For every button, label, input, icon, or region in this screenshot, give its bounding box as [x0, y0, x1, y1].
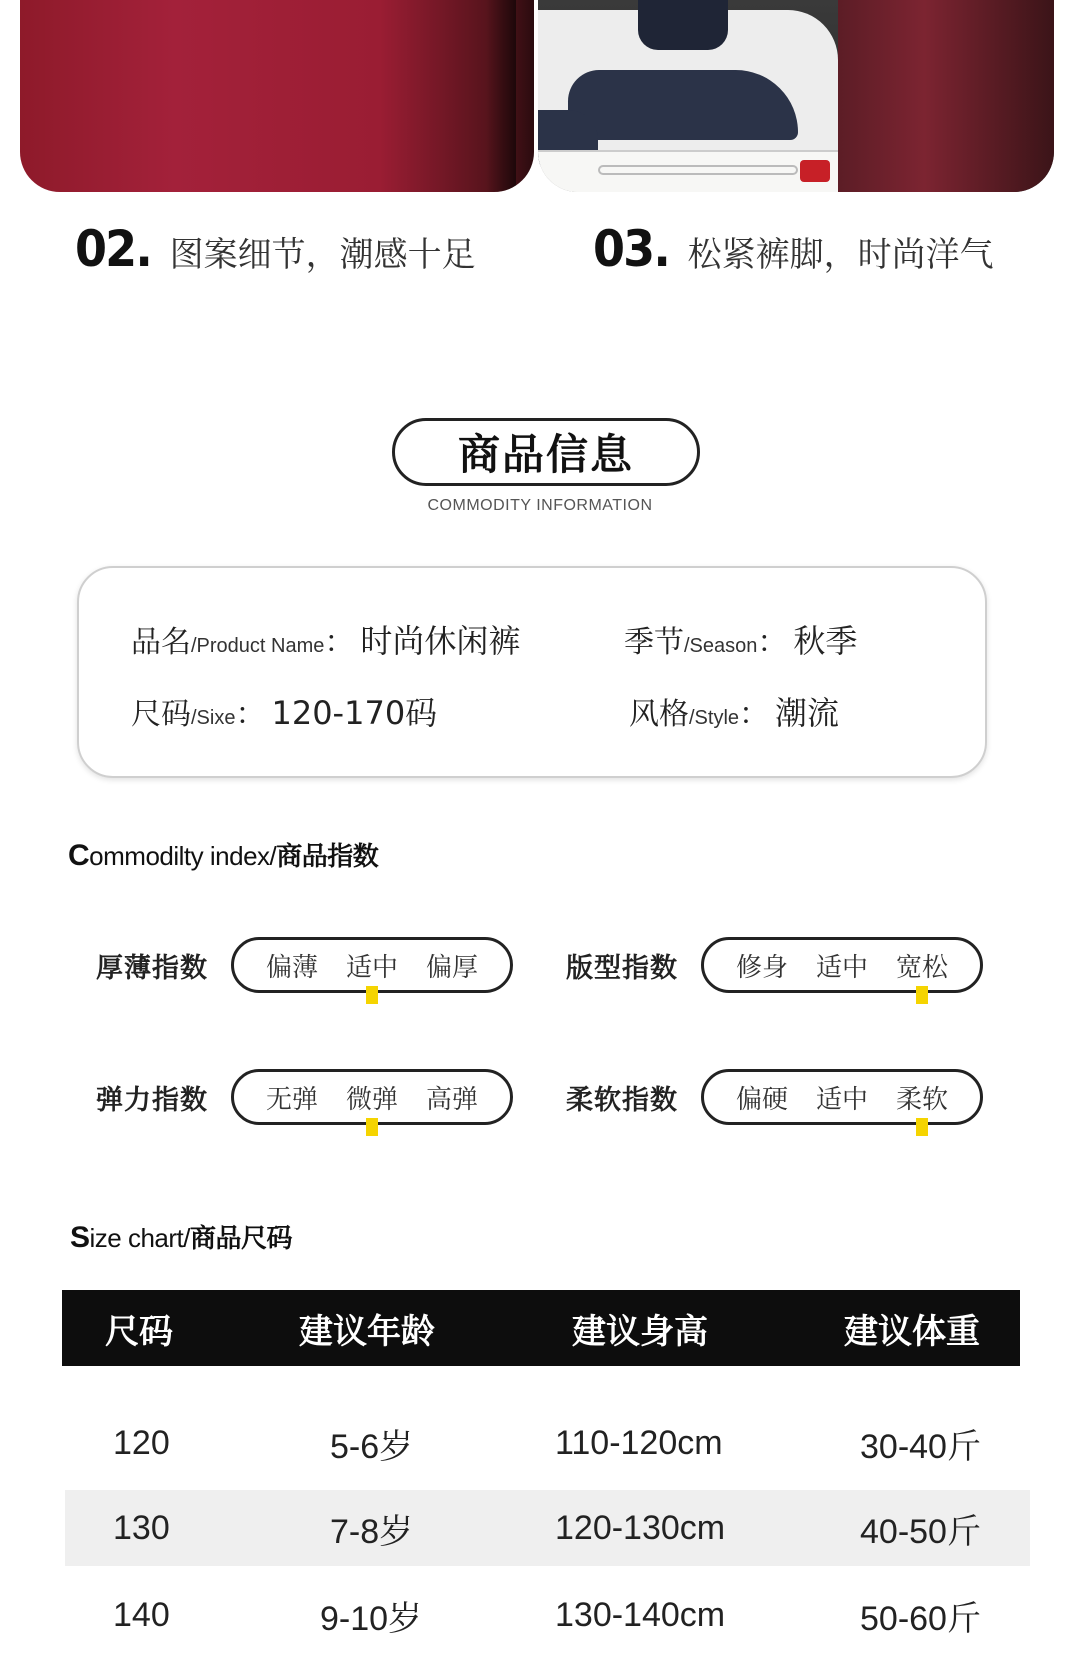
info-product-name — [131, 616, 520, 662]
sneaker-logo — [800, 160, 830, 182]
section-subtitle: COMMODITY INFORMATION — [427, 497, 653, 514]
index-heading-initial: C — [68, 839, 90, 872]
caption-text: 松紧裤脚，时尚洋气 — [687, 235, 994, 275]
index-option: 宽松 — [895, 952, 948, 983]
index-elasticity — [96, 1069, 513, 1125]
index-option: 偏厚 — [425, 952, 478, 983]
product-photo-cuff — [538, 0, 1054, 192]
cell-weight: 30-40斤 — [860, 1427, 981, 1466]
cell-age: 5-6岁 — [330, 1427, 414, 1466]
size-heading-initial: S — [70, 1221, 90, 1254]
index-scale — [701, 1069, 983, 1125]
index-heading-cn: 商品指数 — [276, 842, 379, 872]
cell-height: 110-120cm — [555, 1423, 723, 1462]
index-marker — [366, 1118, 378, 1136]
product-info-card — [77, 566, 987, 778]
info-label-en: /Style — [689, 707, 740, 729]
table-row — [65, 1490, 1030, 1566]
caption-pattern-detail — [75, 220, 476, 278]
table-row — [65, 1405, 1030, 1481]
index-option: 柔软 — [895, 1084, 948, 1115]
cell-size: 120 — [113, 1423, 170, 1462]
index-scale — [231, 937, 513, 993]
index-marker — [366, 986, 378, 1004]
index-option: 无弹 — [265, 1084, 318, 1115]
info-value: 时尚休闲裤 — [360, 622, 521, 660]
sneaker-strap — [638, 0, 728, 50]
info-sep: ： — [235, 697, 266, 732]
info-sep: ： — [739, 697, 770, 732]
index-softness — [566, 1069, 983, 1125]
index-heading — [68, 836, 378, 873]
cell-weight: 50-60斤 — [860, 1599, 981, 1638]
pant-leg — [838, 0, 1054, 192]
caption-number: 03. — [593, 220, 669, 278]
caption-text: 图案细节，潮感十足 — [169, 235, 476, 275]
info-label-en: /Sixe — [191, 707, 236, 729]
size-table-header — [62, 1290, 1020, 1366]
sneaker-sole-detail — [598, 165, 798, 175]
cell-height: 120-130cm — [555, 1508, 726, 1547]
index-fit — [566, 937, 983, 993]
header-height: 建议身高 — [572, 1311, 708, 1352]
info-label: 尺码 — [131, 697, 191, 732]
size-chart-heading — [70, 1218, 292, 1255]
cell-size: 130 — [113, 1508, 170, 1547]
size-heading-cn: 商品尺码 — [190, 1224, 293, 1254]
index-option: 偏薄 — [265, 952, 318, 983]
index-label: 版型指数 — [566, 952, 678, 984]
index-scale — [701, 937, 983, 993]
info-season — [624, 616, 857, 662]
index-option: 适中 — [345, 952, 398, 983]
caption-number: 02. — [75, 220, 151, 278]
info-value: 秋季 — [793, 622, 858, 660]
header-size: 尺码 — [105, 1311, 173, 1352]
index-marker — [916, 1118, 928, 1136]
index-heading-en: ommodilty index/ — [89, 841, 277, 871]
cell-age: 7-8岁 — [330, 1512, 414, 1551]
sneaker-panel — [568, 70, 798, 140]
index-label: 厚薄指数 — [96, 952, 208, 984]
index-option: 高弹 — [425, 1084, 478, 1115]
header-weight: 建议体重 — [844, 1311, 980, 1352]
section-title: 商品信息 — [392, 418, 700, 486]
info-size — [131, 688, 437, 734]
table-row — [65, 1577, 1030, 1653]
size-heading-en: ize chart/ — [89, 1223, 191, 1253]
index-option: 修身 — [735, 952, 788, 983]
info-value: 潮流 — [775, 694, 840, 732]
cell-size: 140 — [113, 1595, 170, 1634]
info-sep: ： — [324, 625, 355, 660]
info-label: 品名 — [131, 625, 191, 660]
index-option: 适中 — [815, 1084, 868, 1115]
info-sep: ： — [757, 625, 788, 660]
info-label-en: /Product Name — [191, 635, 325, 657]
index-option: 适中 — [815, 952, 868, 983]
info-value: 120-170码 — [271, 694, 438, 732]
index-marker — [916, 986, 928, 1004]
product-photo-pattern — [20, 0, 534, 192]
info-label: 风格 — [629, 697, 689, 732]
index-option: 微弹 — [345, 1084, 398, 1115]
fabric-fold — [486, 0, 516, 192]
index-option: 偏硬 — [735, 1084, 788, 1115]
header-age: 建议年龄 — [299, 1311, 435, 1352]
index-label: 弹力指数 — [96, 1084, 208, 1116]
cell-height: 130-140cm — [555, 1595, 726, 1634]
index-scale — [231, 1069, 513, 1125]
cell-weight: 40-50斤 — [860, 1512, 981, 1551]
index-thickness — [96, 937, 513, 993]
info-label: 季节 — [624, 625, 684, 660]
index-label: 柔软指数 — [566, 1084, 678, 1116]
cell-age: 9-10岁 — [320, 1599, 423, 1638]
info-style — [629, 688, 839, 734]
info-label-en: /Season — [684, 635, 758, 657]
caption-cuff-detail — [593, 220, 994, 278]
